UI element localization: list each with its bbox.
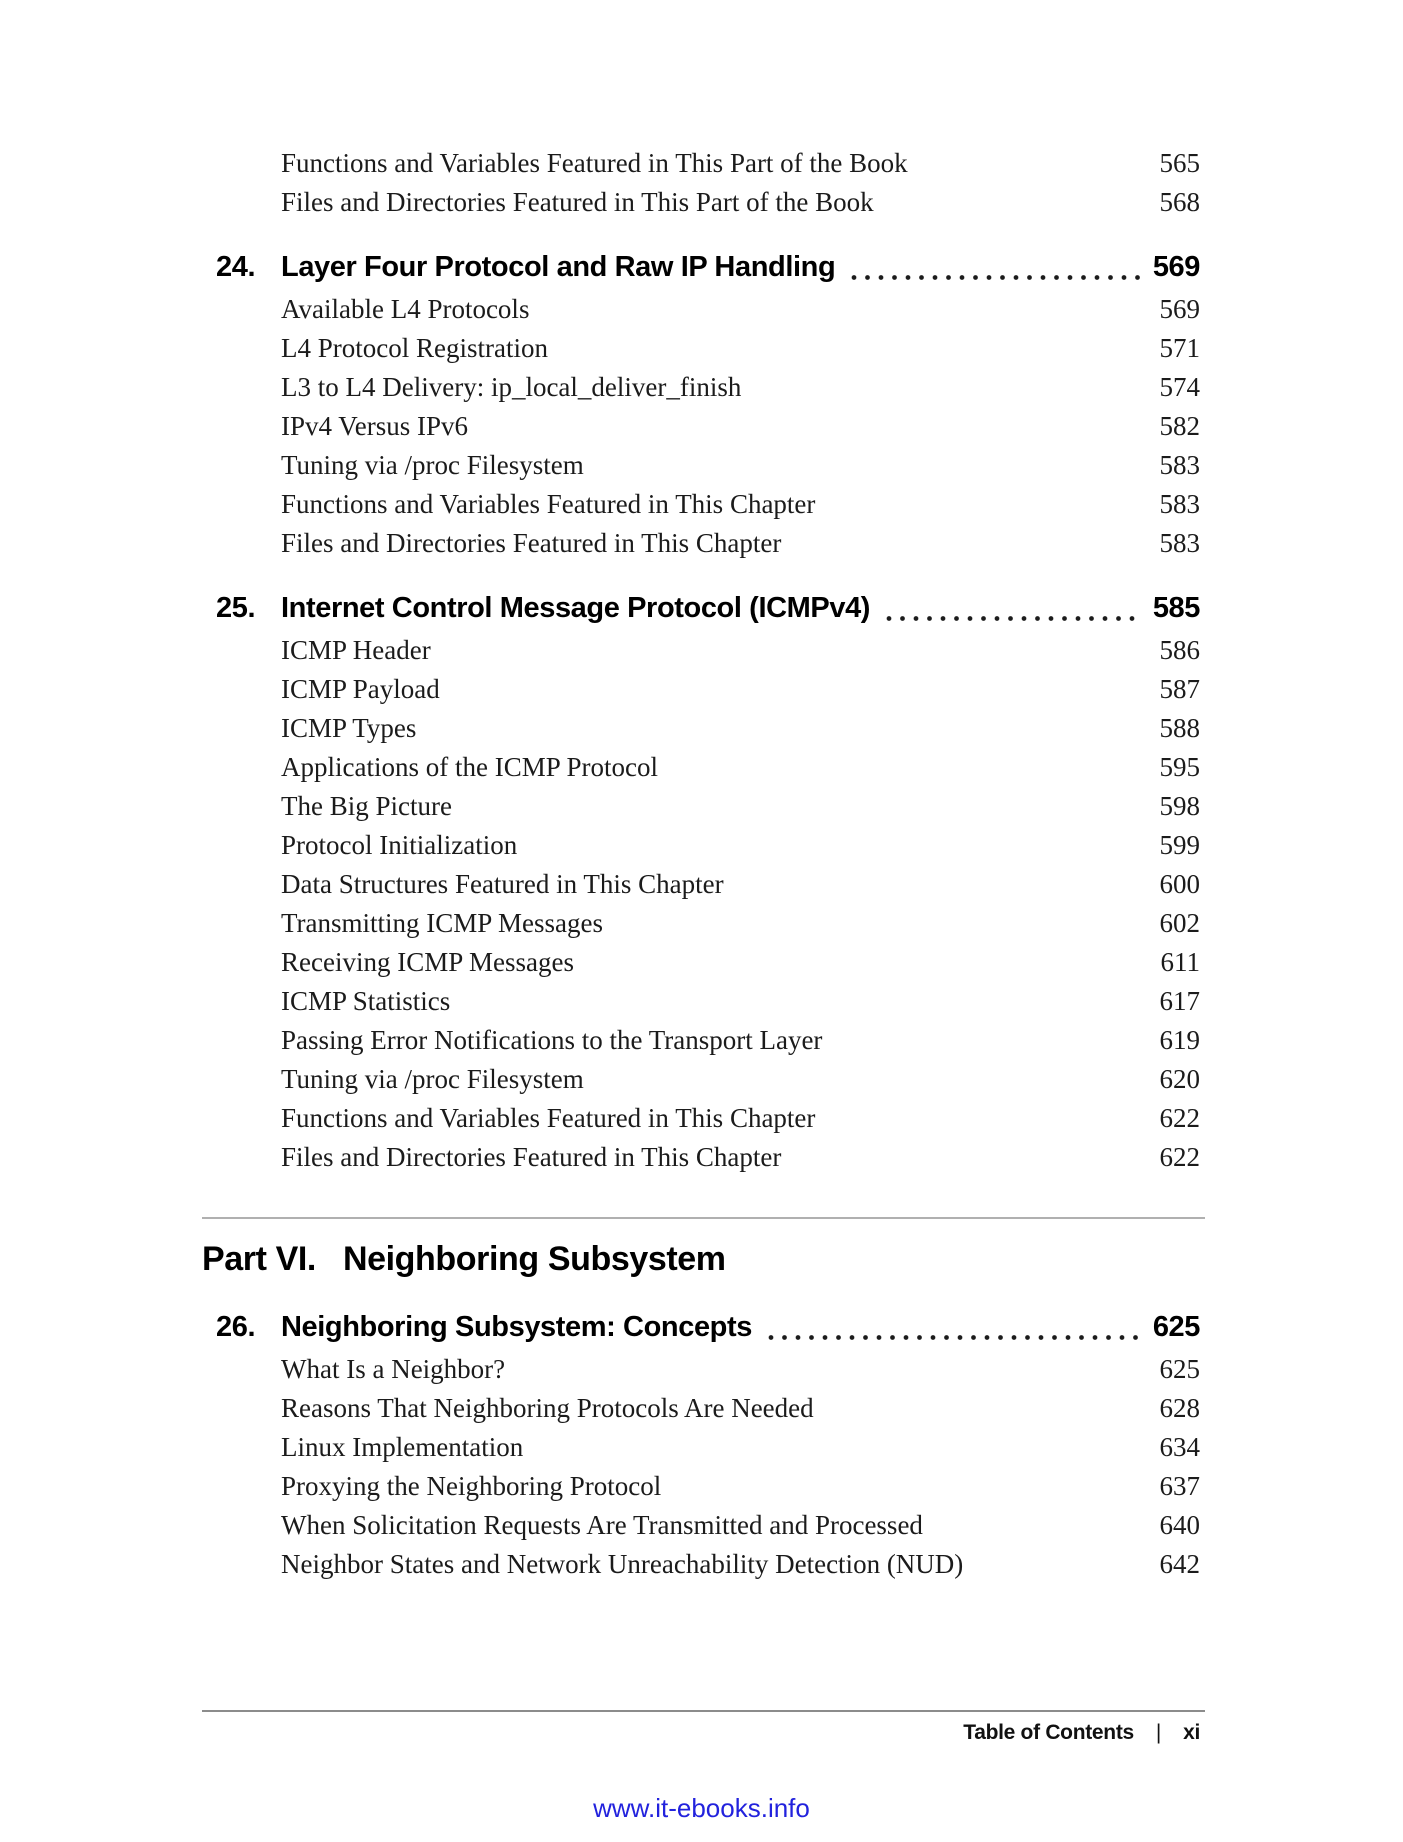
toc-entry-row	[202, 183, 1200, 222]
entry-page-number: 642	[1159, 1549, 1200, 1579]
toc-entry-row	[202, 290, 1200, 329]
chapter-number: 26.	[216, 1311, 256, 1343]
entry-label: What Is a Neighbor?	[281, 1354, 506, 1384]
toc-entry-row	[202, 144, 1200, 183]
toc-entry-row	[202, 407, 1200, 446]
entry-label: Tuning via /proc Filesystem	[281, 450, 584, 480]
entry-page-number: 622	[1159, 1142, 1200, 1172]
toc-entry-row	[202, 1545, 1200, 1584]
toc-entry-row	[202, 787, 1200, 826]
toc-entry-row	[202, 982, 1200, 1021]
entry-page-number: 599	[1159, 830, 1200, 860]
footer-separator: |	[1155, 1721, 1162, 1744]
entry-label: Functions and Variables Featured in This Part of the Book	[281, 148, 908, 178]
toc-entry-row	[202, 1467, 1200, 1506]
toc-entry-row	[202, 865, 1200, 904]
entry-page-number: 600	[1159, 869, 1200, 899]
toc-entry-row	[202, 1021, 1200, 1060]
entry-page-number: 587	[1159, 674, 1200, 704]
entry-page-number: 565	[1159, 148, 1200, 178]
toc-entry-row	[202, 524, 1200, 563]
chapter-number: 24.	[216, 251, 256, 283]
entry-label: Functions and Variables Featured in This Chapter	[281, 489, 816, 519]
toc-entry-row	[202, 446, 1200, 485]
entry-label: Passing Error Notifications to the Transport Layer	[281, 1025, 823, 1055]
entry-page-number: 588	[1159, 713, 1200, 743]
chapter-page-number: 569	[1152, 251, 1200, 283]
entry-page-number: 619	[1159, 1025, 1200, 1055]
entry-page-number: 571	[1159, 333, 1200, 363]
dot-leader	[851, 274, 1141, 281]
entry-label: Linux Implementation	[281, 1432, 524, 1462]
entry-label: Files and Directories Featured in This Chapter	[281, 1142, 782, 1172]
part-label: Part VI.	[202, 1240, 316, 1278]
toc-entry-row	[202, 826, 1200, 865]
entry-page-number: 625	[1159, 1354, 1200, 1384]
toc-entry-row	[202, 670, 1200, 709]
entry-label: Files and Directories Featured in This Part of the Book	[281, 187, 874, 217]
chapter-heading-row	[202, 244, 1200, 290]
chapter-heading-row	[202, 1304, 1200, 1350]
toc-entry-row	[202, 485, 1200, 524]
toc-entry-row	[202, 1389, 1200, 1428]
chapter-title: Layer Four Protocol and Raw IP Handling	[281, 251, 836, 283]
entry-label: Functions and Variables Featured in This Chapter	[281, 1103, 816, 1133]
entry-page-number: 568	[1159, 187, 1200, 217]
toc-entry-row	[202, 368, 1200, 407]
entry-label: Receiving ICMP Messages	[281, 947, 574, 977]
chapter-page-number: 625	[1152, 1311, 1200, 1343]
entry-label: Neighbor States and Network Unreachability Detection (NUD)	[281, 1549, 964, 1579]
entry-label: Proxying the Neighboring Protocol	[281, 1471, 662, 1501]
toc-entry-row	[202, 329, 1200, 368]
dot-leader	[768, 1334, 1141, 1341]
footer-rule	[202, 1710, 1205, 1712]
entry-page-number: 628	[1159, 1393, 1200, 1423]
entry-page-number: 583	[1159, 528, 1200, 558]
entry-page-number: 583	[1159, 489, 1200, 519]
toc-entry-row	[202, 709, 1200, 748]
entry-label: L4 Protocol Registration	[281, 333, 548, 363]
entry-page-number: 574	[1159, 372, 1200, 402]
entry-page-number: 622	[1159, 1103, 1200, 1133]
toc-entry-row	[202, 1428, 1200, 1467]
toc-entry-row	[202, 943, 1200, 982]
entry-label: Tuning via /proc Filesystem	[281, 1064, 584, 1094]
chapter-title: Internet Control Message Protocol (ICMPv4)	[281, 592, 871, 624]
footer-section-label: Table of Contents	[963, 1721, 1134, 1744]
toc-entry-row	[202, 904, 1200, 943]
entry-label: IPv4 Versus IPv6	[281, 411, 469, 441]
toc-entry-row	[202, 1506, 1200, 1545]
toc-entry-row	[202, 1099, 1200, 1138]
entry-page-number: 637	[1159, 1471, 1200, 1501]
entry-page-number: 634	[1159, 1432, 1200, 1462]
toc-entry-row	[202, 631, 1200, 670]
entry-page-number: 620	[1159, 1064, 1200, 1094]
watermark-link[interactable]: www.it-ebooks.info	[593, 1793, 810, 1823]
toc-entry-row	[202, 1138, 1200, 1177]
section-divider	[202, 1217, 1205, 1219]
entry-page-number: 611	[1160, 947, 1200, 977]
entry-label: ICMP Statistics	[281, 986, 451, 1016]
toc-entry-row	[202, 748, 1200, 787]
part-title: Neighboring Subsystem	[342, 1240, 726, 1278]
watermark	[0, 1793, 1403, 1824]
entry-page-number: 617	[1159, 986, 1200, 1016]
chapter-title: Neighboring Subsystem: Concepts	[281, 1311, 752, 1343]
entry-label: When Solicitation Requests Are Transmitted and Processed	[281, 1510, 923, 1540]
entry-label: Files and Directories Featured in This Chapter	[281, 528, 782, 558]
chapter-heading-row	[202, 585, 1200, 631]
chapter-number: 25.	[216, 592, 256, 624]
footer	[202, 1716, 1200, 1750]
toc	[202, 144, 1200, 1584]
entry-page-number: 583	[1159, 450, 1200, 480]
toc-entry-row	[202, 1350, 1200, 1389]
entry-label: L3 to L4 Delivery: ip_local_deliver_finish	[281, 372, 742, 402]
entry-label: ICMP Payload	[281, 674, 440, 704]
entry-label: Available L4 Protocols	[281, 294, 530, 324]
entry-label: Applications of the ICMP Protocol	[281, 752, 658, 782]
entry-label: Transmitting ICMP Messages	[281, 908, 604, 938]
entry-label: Protocol Initialization	[281, 830, 518, 860]
entry-label: ICMP Types	[281, 713, 417, 743]
entry-page-number: 602	[1159, 908, 1200, 938]
entry-label: Data Structures Featured in This Chapter	[281, 869, 724, 899]
chapter-page-number: 585	[1152, 592, 1200, 624]
entry-page-number: 569	[1159, 294, 1200, 324]
entry-page-number: 586	[1159, 635, 1200, 665]
entry-page-number: 595	[1159, 752, 1200, 782]
entry-label: Reasons That Neighboring Protocols Are Needed	[281, 1393, 814, 1423]
entry-page-number: 582	[1159, 411, 1200, 441]
part-heading	[202, 1236, 1200, 1282]
footer-page-number: xi	[1183, 1721, 1200, 1744]
dot-leader	[886, 615, 1141, 622]
entry-page-number: 640	[1159, 1510, 1200, 1540]
entry-label: ICMP Header	[281, 635, 431, 665]
toc-entry-row	[202, 1060, 1200, 1099]
entry-label: The Big Picture	[281, 791, 452, 821]
entry-page-number: 598	[1159, 791, 1200, 821]
